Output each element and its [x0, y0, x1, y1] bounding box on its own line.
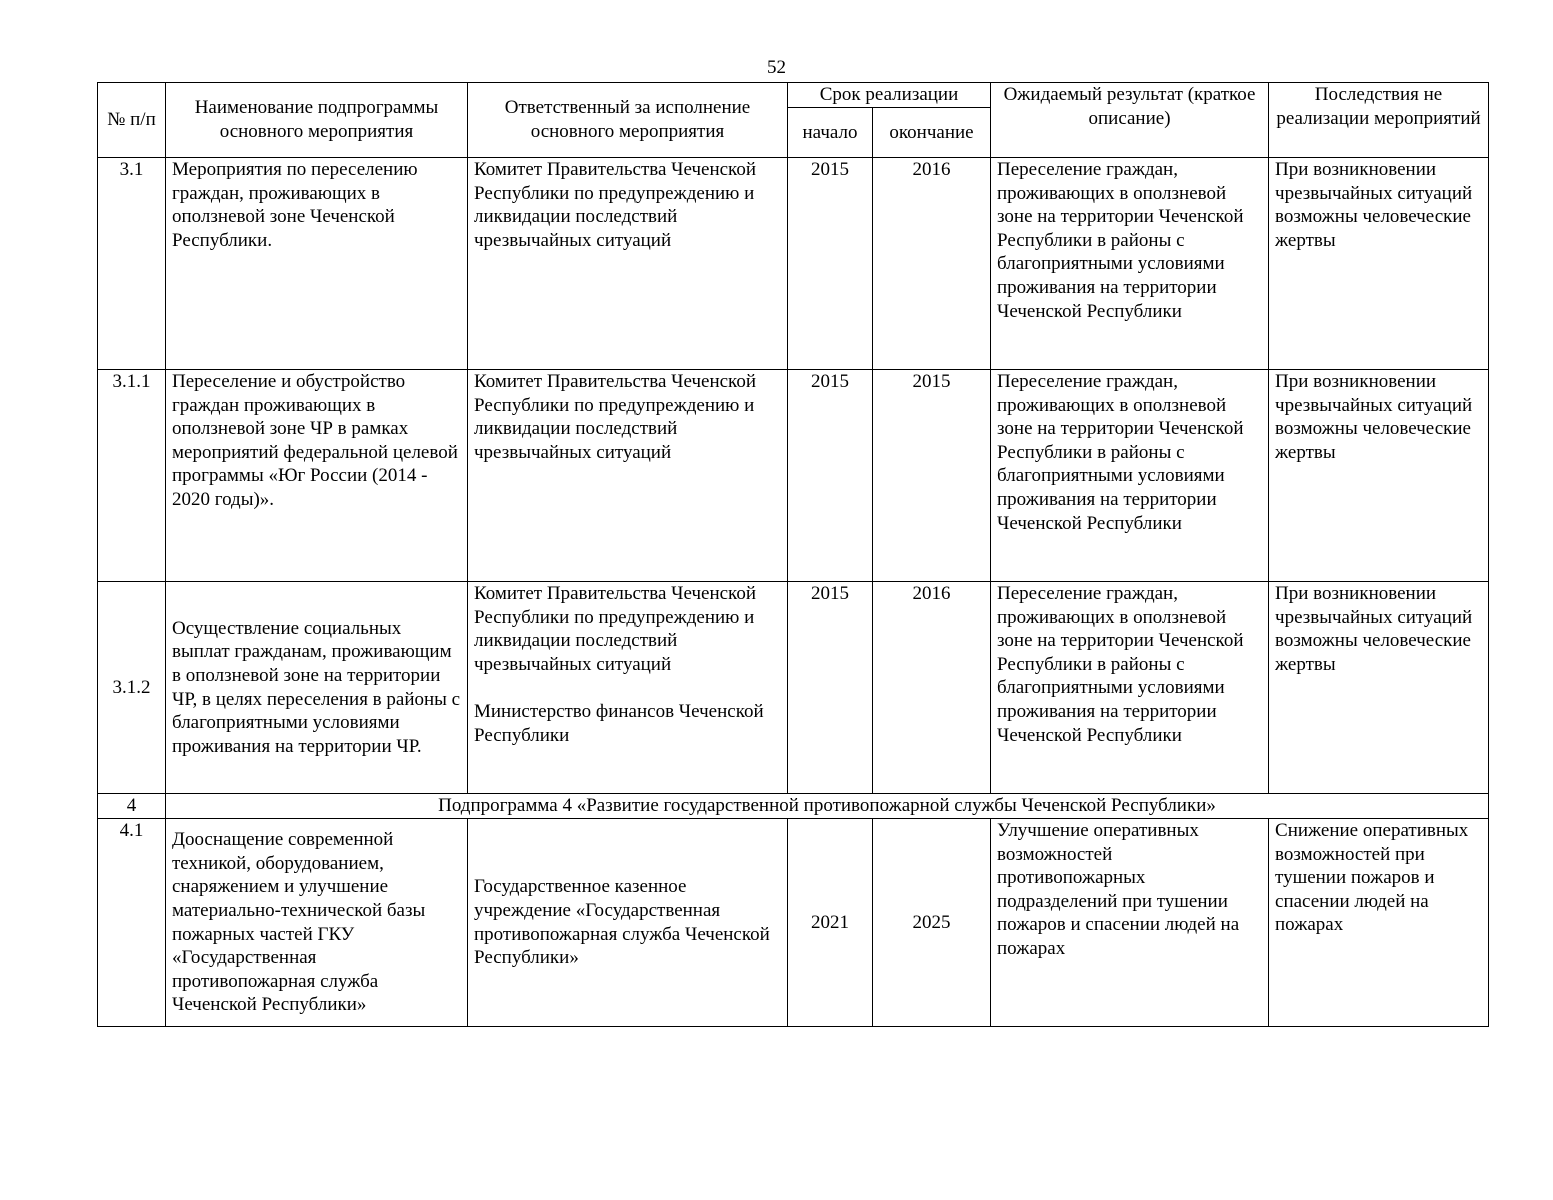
row-responsible: Комитет Правительства Чеченской Республики по предупреждению и ликвидации последствий чрезвычайных ситуаций: [468, 370, 788, 582]
row-start: 2015: [788, 158, 873, 370]
row-end: 2016: [873, 158, 991, 370]
row-consequences: При возникновении чрезвычайных ситуаций возможны человеческие жертвы: [1269, 158, 1489, 370]
header-start: начало: [788, 108, 873, 158]
row-start: 2015: [788, 582, 873, 794]
row-num: 3.1.2: [98, 582, 166, 794]
row-num: 3.1: [98, 158, 166, 370]
table-row: [98, 819, 1489, 1027]
row-name: Переселение и обустройство граждан проживающих в оползневой зоне ЧР в рамках мероприятий федеральной целевой программы «Юг России (2014 - 2020 годы)».: [166, 370, 468, 582]
row-name: Осуществление социальных выплат гражданам, проживающим в оползневой зоне на территории ЧР, в целях переселения в районы с благоприятными условиями проживания на территории ЧР.: [166, 582, 468, 794]
row-consequences: При возникновении чрезвычайных ситуаций возможны человеческие жертвы: [1269, 582, 1489, 794]
header-result: Ожидаемый результат (краткое описание): [991, 83, 1269, 158]
row-responsible-second: Министерство финансов Чеченской Республики: [474, 700, 764, 746]
page-number: 52: [767, 57, 786, 78]
row-responsible: Комитет Правительства Чеченской Республики по предупреждению и ликвидации последствий чрезвычайных ситуаций: [468, 158, 788, 370]
row-num: 4.1: [98, 819, 166, 1027]
row-result: Переселение граждан, проживающих в оползневой зоне на территории Чеченской Республики в районы с благоприятными условиями проживания на территории Чеченской Республики: [991, 582, 1269, 794]
table-row: [98, 370, 1489, 582]
row-end: 2016: [873, 582, 991, 794]
activities-table: [97, 82, 1489, 1027]
row-start: 2015: [788, 370, 873, 582]
subprogram-row: [98, 794, 1489, 819]
row-result: Переселение граждан, проживающих в оползневой зоне на территории Чеченской Республики в районы с благоприятными условиями проживания на территории Чеченской Республики: [991, 158, 1269, 370]
table-row: [98, 158, 1489, 370]
table-row: [98, 582, 1489, 794]
row-end: 2025: [873, 819, 991, 1027]
subprogram-num: 4: [98, 794, 166, 819]
header-consequences: Последствия не реализации мероприятий: [1269, 83, 1489, 158]
row-responsible-cell: [468, 582, 788, 794]
row-end: 2015: [873, 370, 991, 582]
subprogram-title: Подпрограмма 4 «Развитие государственной противопожарной службы Чеченской Республики»: [166, 794, 1489, 819]
row-result: Переселение граждан, проживающих в оползневой зоне на территории Чеченской Республики в районы с благоприятными условиями проживания на территории Чеченской Республики: [991, 370, 1269, 582]
row-responsible: Комитет Правительства Чеченской Республики по предупреждению и ликвидации последствий чрезвычайных ситуаций: [474, 583, 756, 675]
row-consequences: Снижение оперативных возможностей при тушении пожаров и спасении людей на пожарах: [1269, 819, 1489, 1027]
row-result: Улучшение оперативных возможностей противопожарных подразделений при тушении пожаров и спасении людей на пожарах: [991, 819, 1269, 1027]
header-responsible: Ответственный за исполнение основного мероприятия: [468, 83, 788, 158]
header-end: окончание: [873, 108, 991, 158]
table-header: [98, 83, 1489, 158]
row-num: 3.1.1: [98, 370, 166, 582]
row-consequences: При возникновении чрезвычайных ситуаций возможны человеческие жертвы: [1269, 370, 1489, 582]
row-start: 2021: [788, 819, 873, 1027]
header-num: № п/п: [98, 83, 166, 158]
row-responsible: Государственное казенное учреждение «Государственная противопожарная служба Чеченской Республики»: [468, 819, 788, 1027]
header-term: Срок реализации: [788, 83, 991, 108]
row-name: Мероприятия по переселению граждан, проживающих в оползневой зоне Чеченской Республики.: [166, 158, 468, 370]
row-name: Дооснащение современной техникой, оборудованием, снаряжением и улучшение материально-технической базы пожарных частей ГКУ «Государственная противопожарная служба Чеченской Республики»: [166, 819, 468, 1027]
header-name: Наименование подпрограммы основного мероприятия: [166, 83, 468, 158]
